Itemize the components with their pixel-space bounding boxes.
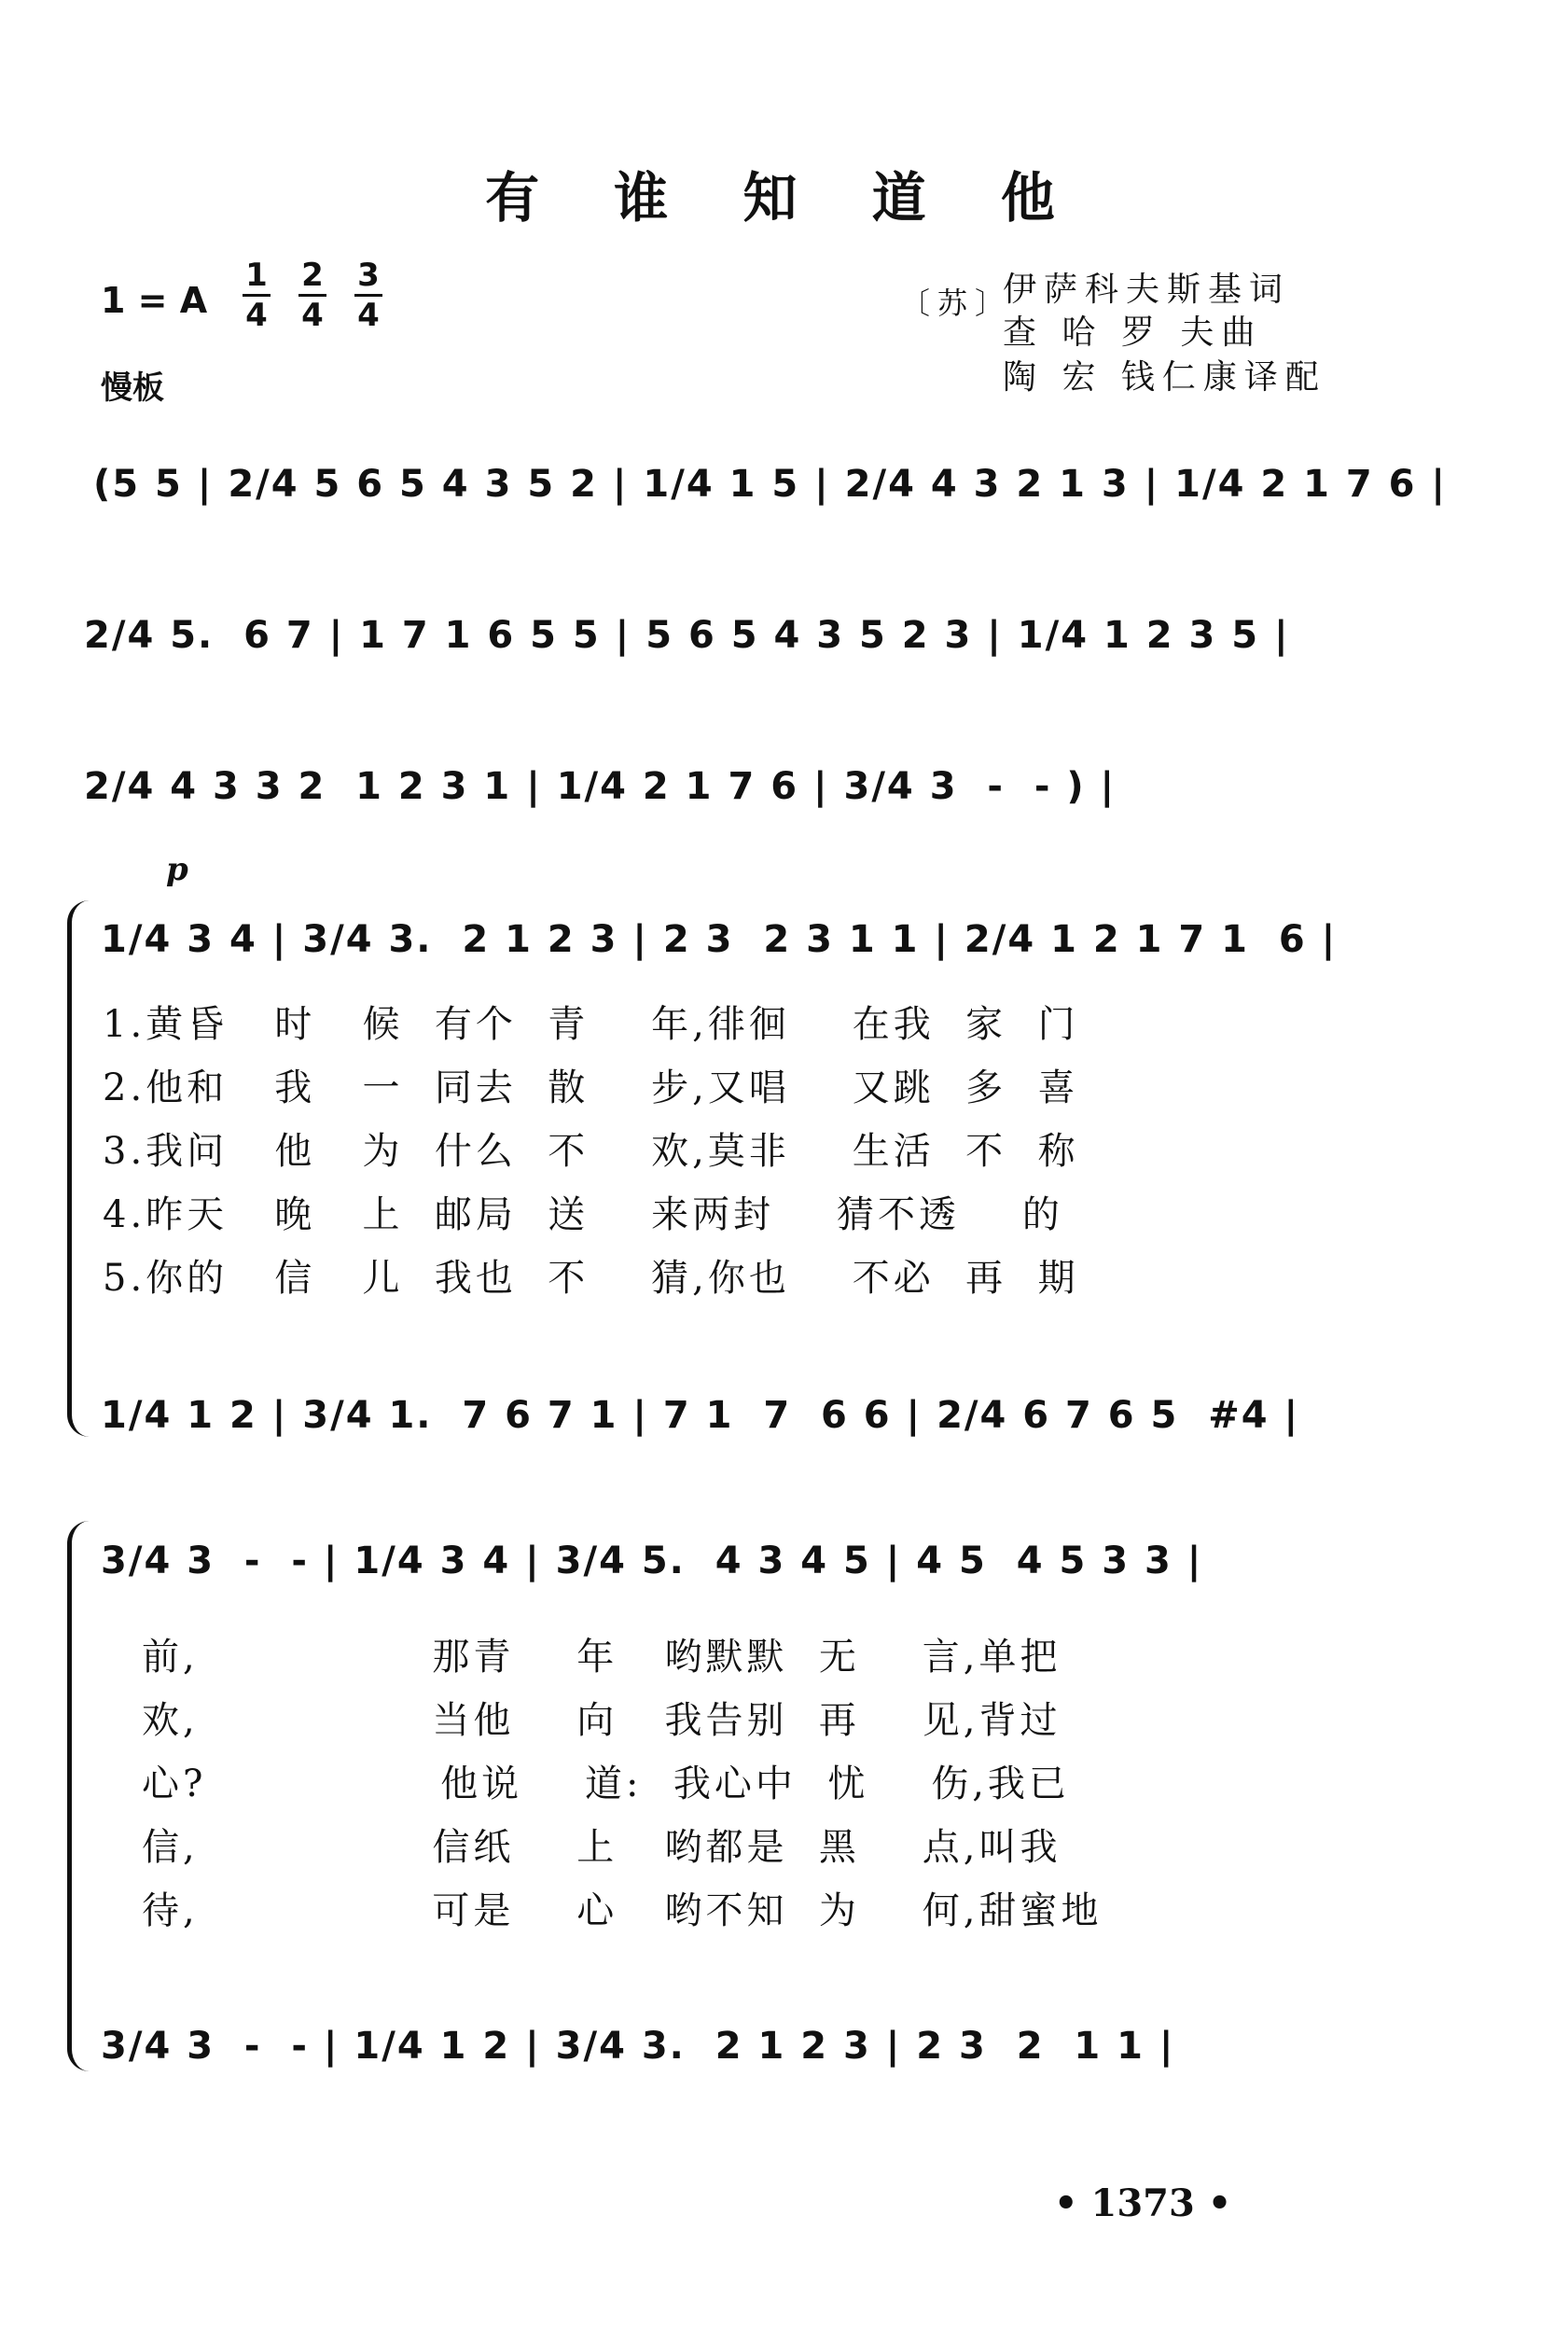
meter-den: 4 [301,297,324,334]
credit-translators: 陶 宏 钱仁康译配 [1003,358,1326,397]
lyric-line: 欢, 当他 向 我告别 再 见,背过 [142,1699,1062,1742]
key-signature: 1 = A [101,280,208,321]
lyric-line: 前, 那青 年 哟默默 无 言,单把 [142,1636,1062,1679]
intro-line-3 [0,765,1568,840]
intro-line-2 [0,614,1568,689]
meter-2 [298,257,326,334]
meter-num: 1 [245,257,268,294]
lyric-line: 4.昨天 晚 上 邮局 送 来两封 猜不透 的 [103,1193,1063,1236]
lyric-line: 3.我问 他 为 什么 不 欢,莫非 生活 不 称 [103,1130,1079,1173]
notation-text: 2/4 5. 6 7 | 1 7 1 6 5 5 | 5 6 5 4 3 5 2 3 | 1/4 1 2 3 5 | [84,614,1290,657]
notation-text: 3/4 3 - - | 1/4 3 4 | 3/4 5. 4 3 4 5 | 4 5 4 5 3 3 | [101,1540,1203,1582]
lyric-line: 心? 他说 道: 我心中 忧 伤,我已 [142,1763,1070,1805]
intro-line-1 [0,463,1568,537]
meter-1 [243,257,271,334]
notation-text: 2/4 4 3 3 2 1 2 3 1 | 1/4 2 1 7 6 | 3/4 3 - - ) | [84,765,1117,808]
credit-composer: 查 哈 罗 夫曲 [1003,314,1263,352]
meter-num: 2 [301,257,324,294]
notation-text: 1/4 1 2 | 3/4 1. 7 6 7 1 | 7 1 7 6 6 | 2/4 6 7 6 5 #4 | [101,1394,1300,1437]
verse-melody-1 [0,918,1568,993]
credit-lyricist: 伊萨科夫斯基词 [1003,271,1291,309]
meter-num: 3 [357,257,380,294]
meter-den: 4 [357,297,380,334]
song-title: 有 谁 知 道 他 [485,166,1083,230]
lyric-line: 待, 可是 心 哟不知 为 何,甜蜜地 [142,1889,1103,1932]
dynamic-marking: p [166,851,188,888]
meter-3 [354,257,382,334]
notation-text: (5 5 | 2/4 5 6 5 4 3 5 2 | 1/4 1 5 | 2/4 4 3 2 1 3 | 1/4 2 1 7 6 | [93,463,1447,506]
notation-text: 3/4 3 - - | 1/4 1 2 | 3/4 3. 2 1 2 3 | 2 3 2 1 1 | [101,2025,1175,2068]
lyric-line: 1.黄昏 时 候 有个 青 年,徘徊 在我 家 门 [103,1003,1079,1046]
page-number: • 1373 • [1054,2181,1232,2225]
lyric-line: 信, 信纸 上 哟都是 黑 点,叫我 [142,1826,1062,1869]
notation-text: 1/4 3 4 | 3/4 3. 2 1 2 3 | 2 3 2 3 1 1 | 2/4 1 2 1 7 1 6 | [101,918,1338,961]
lyric-line: 2.他和 我 一 同去 散 步,又唱 又跳 多 喜 [103,1066,1079,1109]
lyric-line: 5.你的 信 儿 我也 不 猜,你也 不必 再 期 [103,1257,1079,1300]
tempo-marking: 慢板 [101,369,164,407]
credit-origin: 〔苏〕 [900,286,1013,321]
verse-melody-2 [0,1540,1568,1614]
verse-accompaniment-1 [0,1394,1568,1469]
meter-den: 4 [245,297,268,334]
verse-accompaniment-2 [0,2025,1568,2099]
